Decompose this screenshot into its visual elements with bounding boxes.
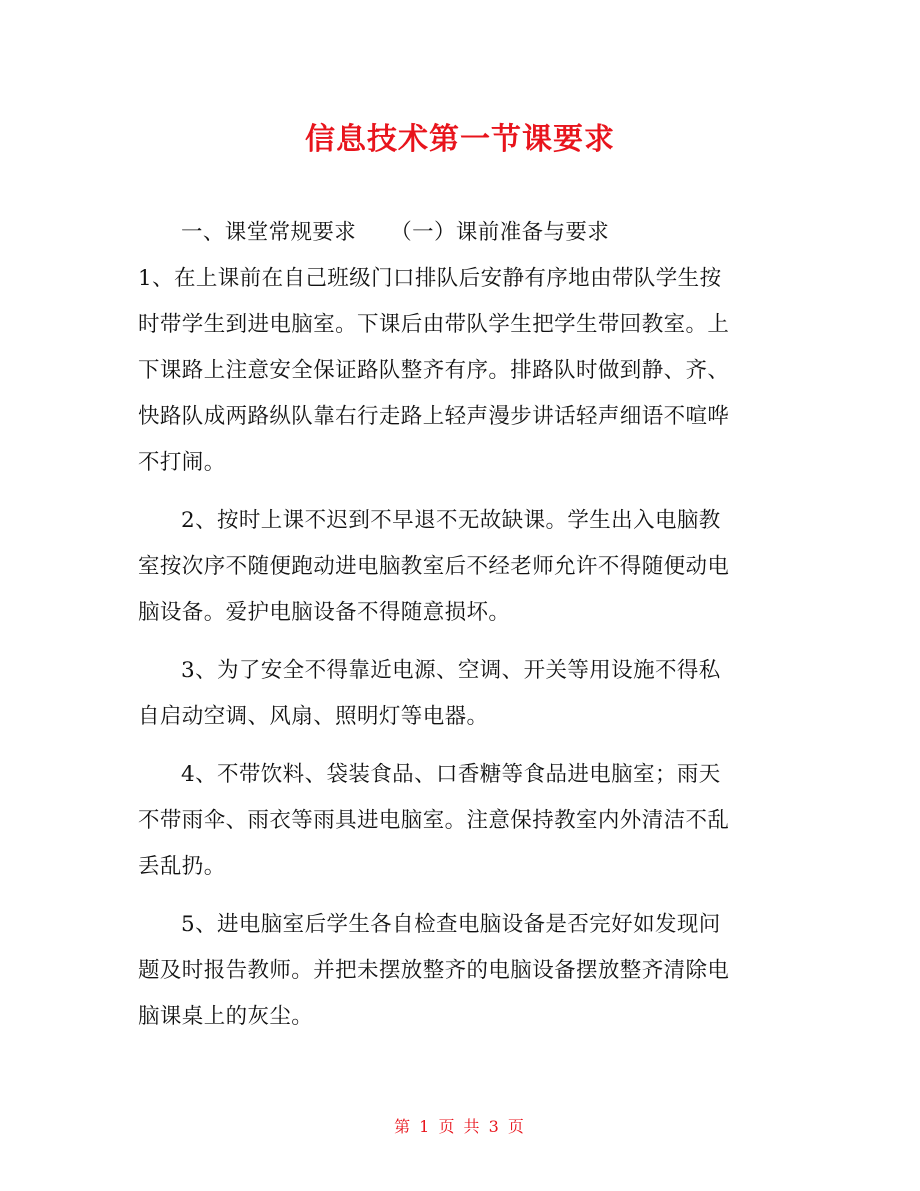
paragraph-line: 3、为了安全不得靠近电源、空调、开关等用设施不得私 bbox=[181, 658, 721, 683]
paragraph-4 bbox=[138, 752, 783, 890]
paragraph-5 bbox=[138, 902, 783, 1040]
paragraph-line: 快路队成两路纵队靠右行走路上轻声漫步讲话轻声细语不喧哗 bbox=[138, 404, 730, 429]
section-heading-main: 一、课堂常规要求 bbox=[181, 220, 357, 245]
paragraph-line: 脑课桌上的灰尘。 bbox=[138, 1004, 314, 1029]
paragraph-line: 2、按时上课不迟到不早退不无故缺课。学生出入电脑教 bbox=[181, 508, 721, 533]
paragraph-line: 自启动空调、风扇、照明灯等电器。 bbox=[138, 704, 489, 729]
document-body bbox=[138, 210, 783, 1040]
paragraph-line: 5、进电脑室后学生各自检查电脑设备是否完好如发现问 bbox=[181, 912, 721, 937]
paragraph-line: 4、不带饮料、袋装食品、口香糖等食品进电脑室；雨天 bbox=[181, 762, 721, 787]
paragraph-line: 不带雨伞、雨衣等雨具进电脑室。注意保持教室内外清洁不乱 bbox=[138, 808, 730, 833]
paragraph-2 bbox=[138, 498, 783, 636]
section-heading bbox=[138, 210, 783, 256]
paragraph-3 bbox=[138, 648, 783, 740]
paragraph-line: 题及时报告教师。并把未摆放整齐的电脑设备摆放整齐清除电 bbox=[138, 958, 730, 983]
paragraph-line: 时带学生到进电脑室。下课后由带队学生把学生带回教室。上 bbox=[138, 312, 730, 337]
paragraph-line: 丢乱扔。 bbox=[138, 854, 226, 879]
paragraph-line: 不打闹。 bbox=[138, 450, 226, 475]
paragraph-line: 下课路上注意安全保证路队整齐有序。排路队时做到静、齐、 bbox=[138, 358, 730, 383]
page-footer: 第 1 页 共 3 页 bbox=[394, 1117, 526, 1136]
paragraph-line: 1、在上课前在自己班级门口排队后安静有序地由带队学生按 bbox=[138, 266, 722, 291]
paragraph-line: 脑设备。爱护电脑设备不得随意损坏。 bbox=[138, 600, 511, 625]
paragraph-line: 室按次序不随便跑动进电脑教室后不经老师允许不得随便动电 bbox=[138, 554, 730, 579]
paragraph-1 bbox=[138, 256, 783, 486]
document-title: 信息技术第一节课要求 bbox=[305, 122, 615, 157]
section-subheading: （一）课前准备与要求 bbox=[390, 220, 610, 245]
